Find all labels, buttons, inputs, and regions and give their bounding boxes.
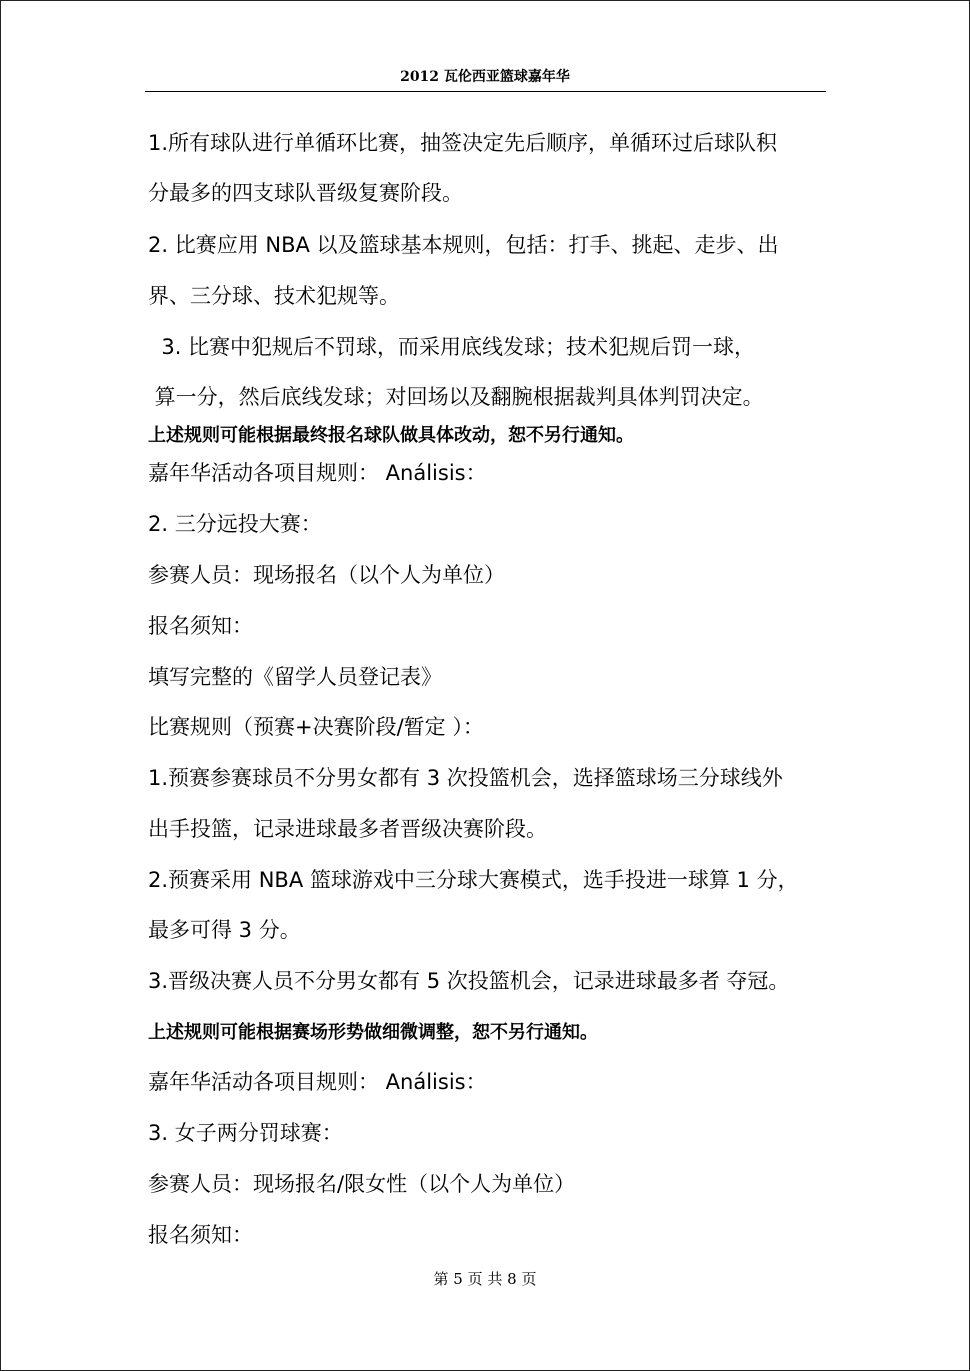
rule-1-line-1: 1.所有球队进行单循环比赛，抽签决定先后顺序，单循环过后球队积 — [148, 131, 778, 155]
participants-line-2: 参赛人员：现场报名/限女性（以个人为单位） — [148, 1172, 576, 1196]
prelim-rule-1-line-2: 出手投篮，记录进球最多者晋级决赛阶段。 — [148, 817, 547, 841]
rule-2-line-1: 2. 比赛应用 NBA 以及篮球基本规则，包括：打手、挑起、走步、出 — [148, 233, 779, 257]
page-number-footer: 第 5 页 共 8 页 — [433, 1270, 537, 1288]
rule-1-line-2: 分最多的四支球队晋级复赛阶段。 — [148, 181, 463, 205]
rule-2-line-2: 界、三分球、技术犯规等。 — [148, 284, 400, 308]
rule-3-line-1: 3. 比赛中犯规后不罚球，而采用底线发球；技术犯规后罚一球， — [148, 335, 756, 359]
registration-notice-2: 报名须知： — [148, 1223, 253, 1247]
page-header-title: 2012 瓦伦西亚篮球嘉年华 — [400, 69, 570, 85]
final-rule-line: 3.晋级决赛人员不分男女都有 5 次投篮机会，记录进球最多者 夺冠。 — [148, 969, 790, 993]
event-title-free-throw: 3. 女子两分罚球赛： — [148, 1121, 343, 1145]
rule-3-line-2: 算一分，然后底线发球；对回场以及翻腕根据裁判具体判罚决定。 — [148, 385, 764, 409]
registration-notice-1: 报名须知： — [148, 614, 253, 638]
prelim-rule-2-line-1: 2.预赛采用 NBA 篮球游戏中三分球大赛模式，选手投进一球算 1 分， — [148, 868, 799, 892]
prelim-rule-1-line-1: 1.预赛参赛球员不分男女都有 3 次投篮机会，选择篮球场三分球线外 — [148, 766, 783, 790]
registration-form-line: 填写完整的《留学人员登记表》 — [148, 665, 442, 689]
notice-line-1: 上述规则可能根据最终报名球队做具体改动，恕不另行通知。 — [148, 425, 634, 446]
competition-rules-heading: 比赛规则（预赛+决赛阶段/暂定 ）： — [148, 715, 484, 739]
notice-line-2: 上述规则可能根据赛场形势做细微调整，恕不另行通知。 — [148, 1022, 598, 1043]
prelim-rule-2-line-2: 最多可得 3 分。 — [148, 918, 301, 942]
section-heading-2: 嘉年华活动各项目规则： Análisis： — [148, 1070, 487, 1094]
event-title-three-point: 2. 三分远投大赛： — [148, 512, 322, 536]
header-rule — [145, 91, 826, 92]
section-heading-1: 嘉年华活动各项目规则： Análisis： — [148, 461, 487, 485]
participants-line-1: 参赛人员：现场报名（以个人为单位） — [148, 563, 505, 587]
